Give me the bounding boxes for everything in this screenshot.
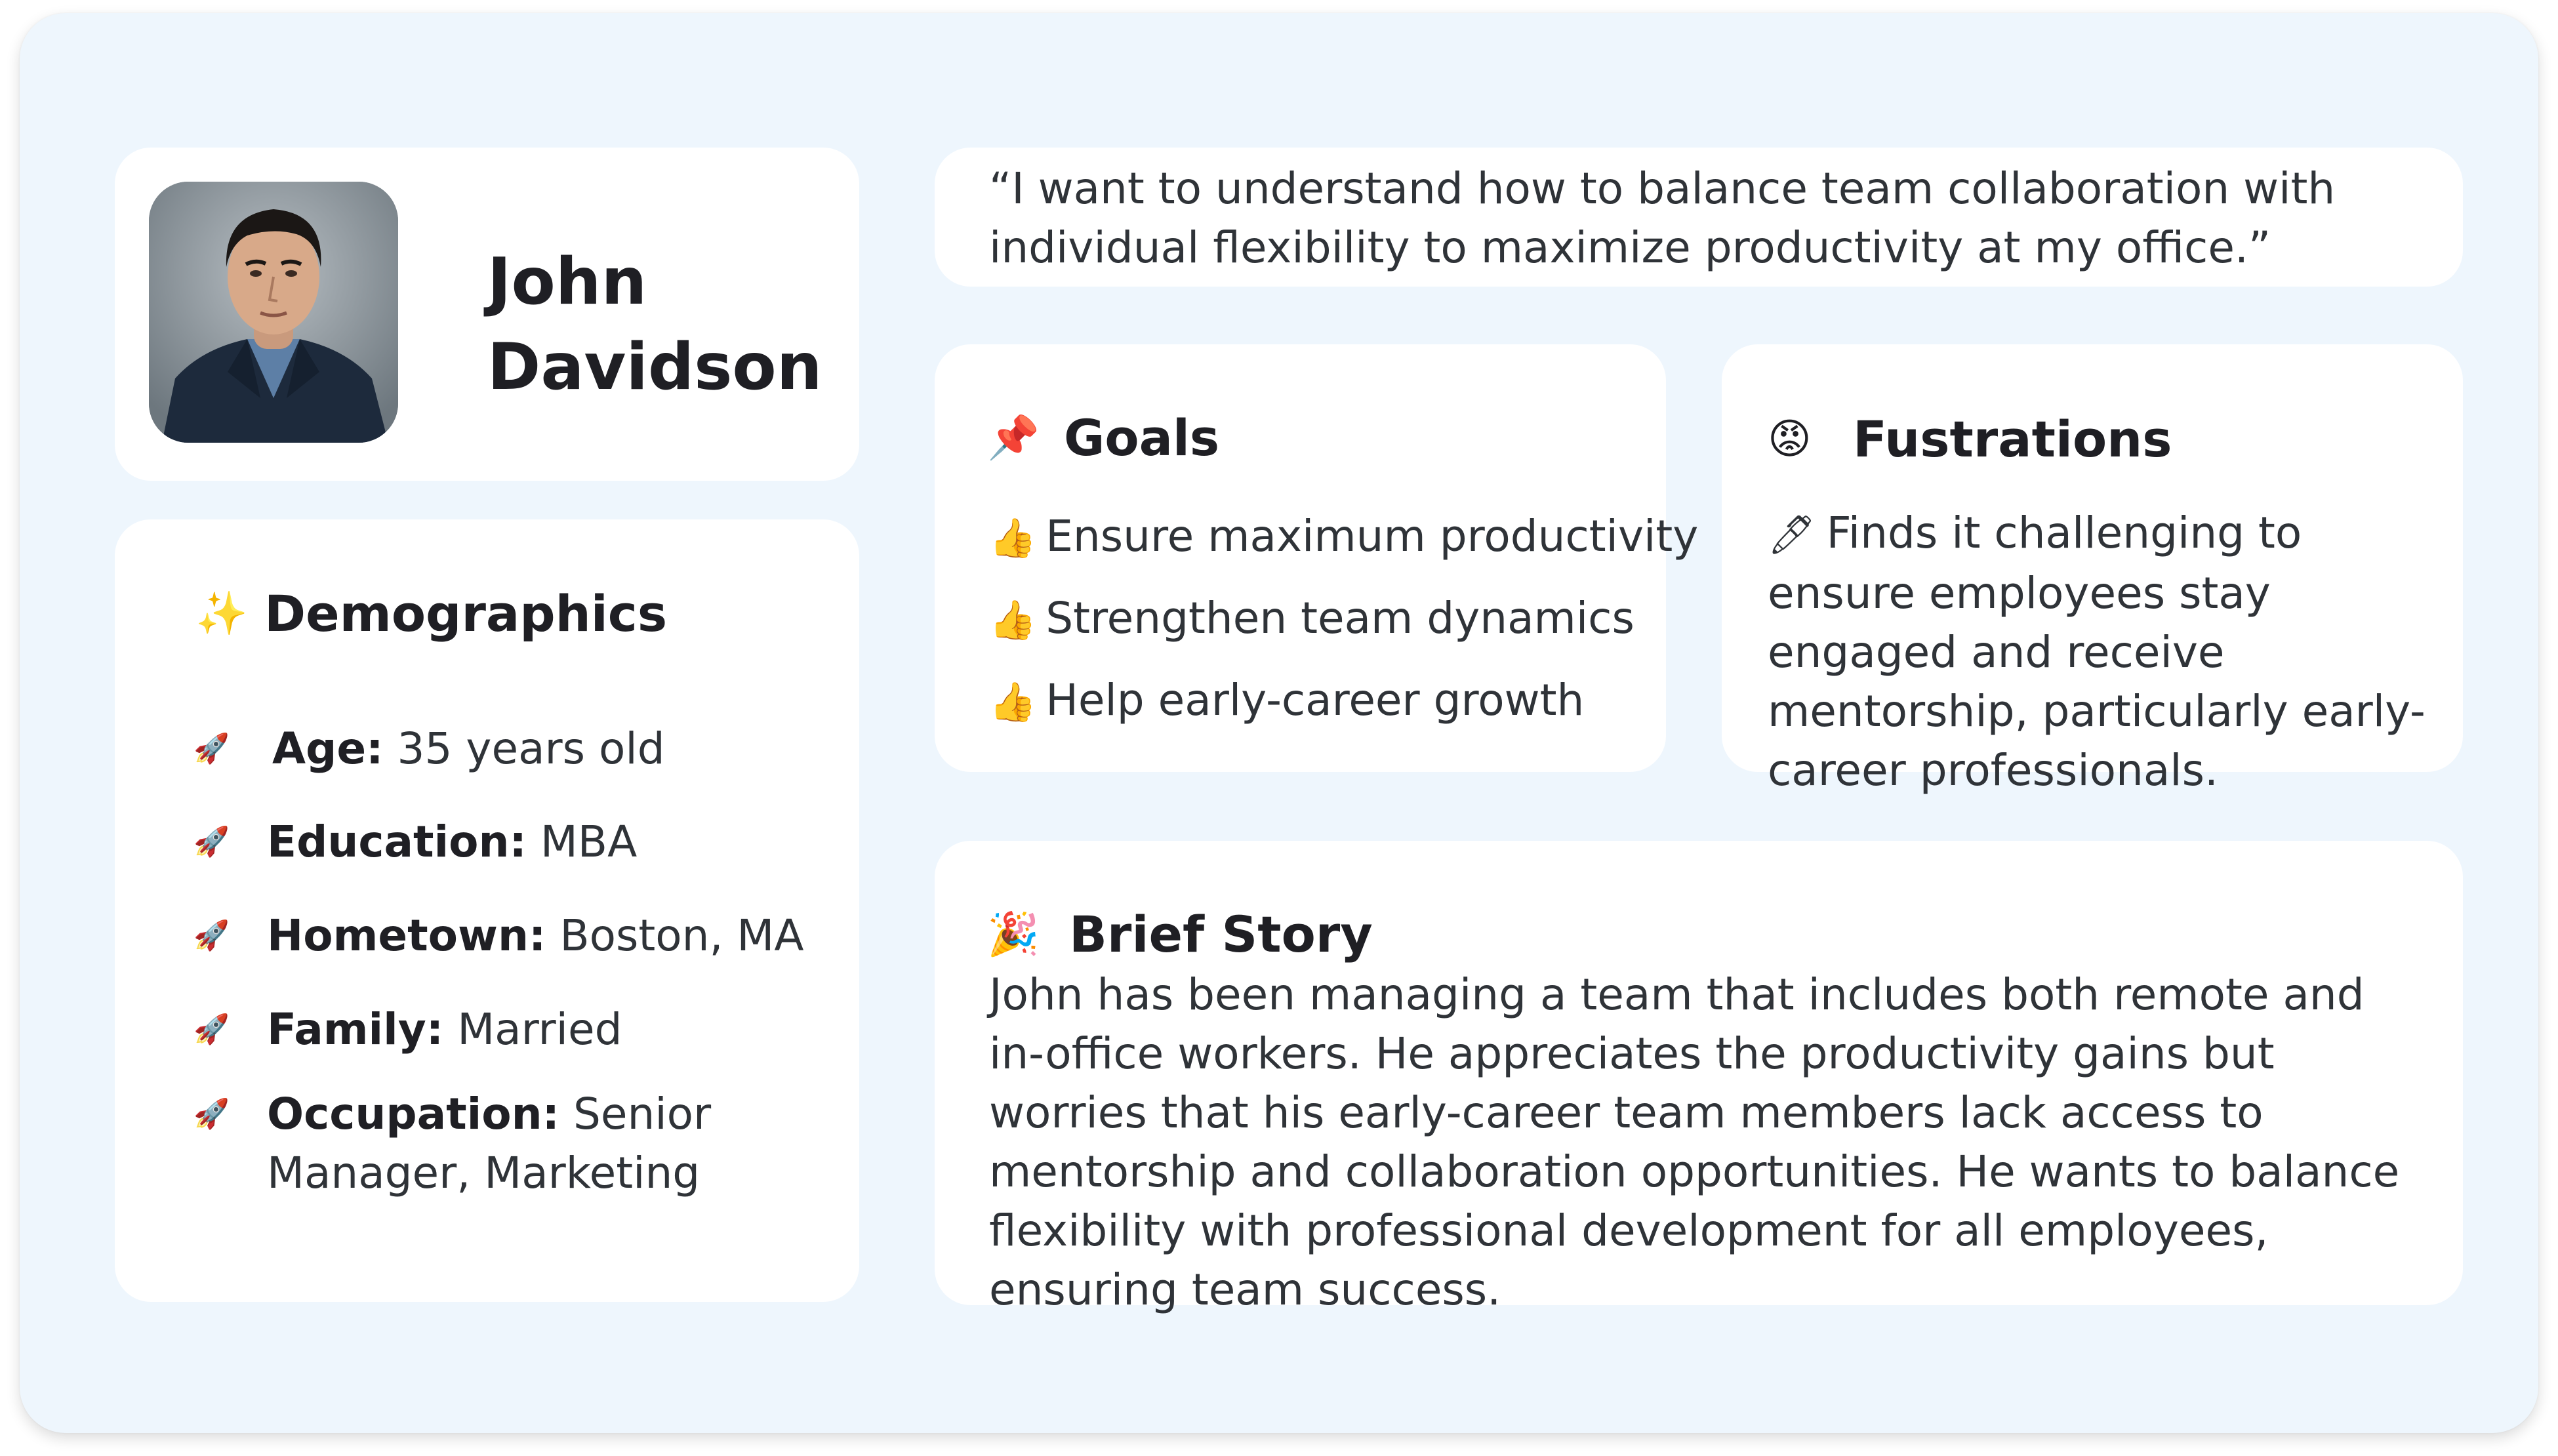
frustration-text: Finds it challenging to ensure employees stay engaged and receive mentorship, particularly early-career professionals.	[1768, 508, 2426, 796]
demographic-label: Age:	[272, 723, 384, 774]
quote-card	[935, 148, 2463, 287]
persona-name	[487, 239, 828, 410]
demographic-value: Married	[457, 1004, 622, 1055]
persona-first-name: John	[487, 245, 647, 319]
thumbs-up-icon: 👍	[989, 679, 1037, 724]
demographic-label: Family:	[267, 1004, 444, 1055]
goal-item	[989, 589, 1658, 649]
goal-text: Ensure maximum productivity	[1046, 511, 1699, 561]
thumbs-up-icon: 👍	[989, 597, 1037, 642]
frustration-item	[1768, 504, 2450, 800]
pushpin-icon: 📌	[987, 414, 1040, 462]
demographic-value: MBA	[540, 817, 638, 867]
demographics-title: Demographics	[264, 584, 668, 643]
demographic-label: Hometown:	[267, 910, 546, 961]
party-popper-icon: 🎉	[987, 910, 1040, 959]
goal-item	[989, 671, 1658, 731]
demographics-card	[115, 519, 859, 1302]
goals-card	[935, 344, 1699, 772]
goal-item	[989, 507, 1699, 567]
demographic-value: 35 years old	[397, 723, 665, 774]
demographic-value: Boston, MA	[559, 910, 804, 961]
angry-face-icon: 😡	[1768, 415, 1812, 464]
sparkles-icon: ✨	[195, 590, 248, 638]
brief-story-card	[935, 841, 2463, 1315]
frustrations-title: Fustrations	[1853, 410, 2172, 468]
rocket-icon: 🚀	[193, 732, 230, 765]
goal-text: Help early-career growth	[1046, 675, 1585, 725]
thumbs-up-icon: 👍	[989, 516, 1037, 560]
rocket-icon: 🚀	[193, 1097, 230, 1131]
rocket-icon: 🚀	[193, 1013, 230, 1046]
rocket-icon: 🚀	[193, 825, 230, 859]
persona-quote: “I want to understand how to balance team collaboration with individual flexibility to maximize productivity at my office.”	[989, 163, 2336, 273]
profile-card	[115, 148, 859, 481]
demographic-label: Occupation:	[267, 1089, 560, 1139]
rocket-icon: 🚀	[193, 919, 230, 952]
brief-story-title: Brief Story	[1069, 905, 1373, 963]
persona-canvas	[20, 13, 2538, 1433]
avatar	[149, 182, 398, 443]
demographic-value: Senior Manager, Marketing	[267, 1089, 712, 1198]
pen-icon: 🖊	[1768, 512, 1816, 557]
demographic-label: Education:	[267, 817, 527, 867]
persona-last-name: Davidson	[487, 330, 822, 405]
frustrations-card	[1722, 344, 2463, 796]
goal-text: Strengthen team dynamics	[1046, 593, 1634, 643]
brief-story-text: John has been managing a team that includes both remote and in-office workers. He appreciates the productivity gains but worries that his early-career team members lack access to mentorship and collaboration opportunities. He wants to balance flexibility with professional development for all employees, ensuring team success.	[989, 969, 2400, 1315]
goals-title: Goals	[1064, 409, 1220, 467]
